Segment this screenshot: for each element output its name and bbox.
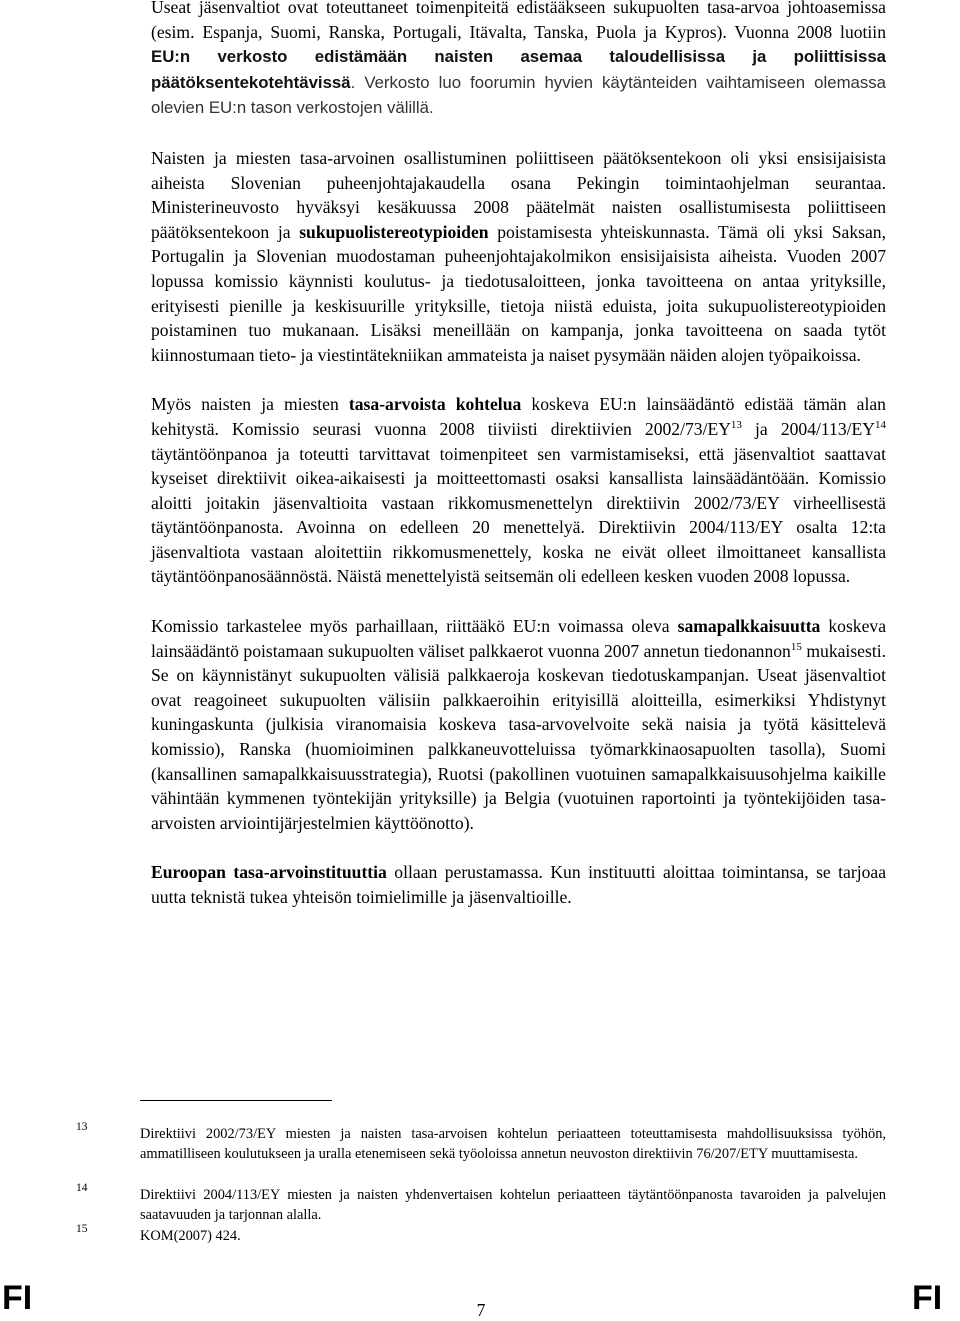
- highlight-term: tasa-arvoista kohtelua: [348, 394, 522, 415]
- footnote-text: Direktiivi 2004/113/EY miesten ja naisten yhdenvertaisen kohtelun periaatteen täytäntöönpanosta tavaroiden ja palvelujen saatavuuden ja tarjonnan alalla.: [140, 1187, 886, 1224]
- main-text: [151, 0, 886, 935]
- paragraph-text: Naisten ja miesten tasa-arvoinen osallistuminen poliittiseen päätöksentekoon oli yksi ensisijaisista aiheista Slovenian puheenjohtajakaudella osana Pekingin toimintaohjelman seurantaa. Ministerineuvosto hyväksyi kesäkuussa 2008 päätelmät naisten osallistumisesta poliittiseen päätöksentekoon ja: [151, 147, 886, 242]
- paragraph-text: mukaisesti. Se on käynnistänyt sukupuolten välisiä palkkaeroja koskevan tiedotuskampanjan. Useat jäsenvaltiot ovat reagoineet sukupuolten välisiin palkkaeroihin erityisillä aloitteilla, esimerkiksi Yhdistynyt kuningaskunta (julkisia viranomaisia koskeva tasa-arvovelvoite sekä naisia ja työtä käsittelevä komissio), Ranska (huomioiminen palkkaneuvotteluissa työmarkkinaosapuolten tasolla), Suomi (kansallinen samapalkkaisuusstrategia), Ruotsi (pakollinen vuotuinen samapalkkaisuusohjelma kaikille vähintään kymmenen työntekijän yrityksille) ja Belgia (vuotuinen raportointi ja työntekijöiden tasa-arvoisten arviointijärjestelmien käyttöönotto).: [151, 640, 886, 833]
- paragraph-text: koskeva lainsäädäntö poistamaan sukupuolten väliset palkkaerot vuonna 2007 annetun tiedonannon: [151, 616, 887, 661]
- footnote-ref: 14: [875, 418, 886, 431]
- footnote-number: 15: [76, 1223, 88, 1235]
- highlight-term: samapalkkaisuutta: [677, 616, 821, 637]
- footnote-ref: 15: [790, 640, 802, 653]
- paragraph-political-decision-making: [151, 146, 886, 367]
- page-number: 7: [476, 1300, 486, 1320]
- paragraph-gender-institute: [151, 860, 886, 909]
- language-code-left: FI: [2, 1279, 33, 1317]
- footnote-ref: 13: [730, 418, 742, 431]
- footnote-text: Direktiivi 2002/73/EY miesten ja naisten tasa-arvoisen kohtelun periaatteen toteuttamisesta mahdollisuuksissa työhön, ammatilliseen koulutukseen ja uralla etenemiseen sekä työoloissa annetun neuvoston direktiivin 76/207/ETY muuttamisesta.: [140, 1126, 886, 1163]
- paragraph-text: . Verkosto luo foorumin hyvien käytänteiden vaihtamiseen olemassa olevien EU:n tason verkostojen välillä.: [151, 72, 886, 118]
- paragraph-text: ja 2004/113/EY: [755, 418, 875, 439]
- highlight-term: sukupuolistereotypioiden: [299, 221, 489, 242]
- footnote-number: 14: [76, 1182, 88, 1194]
- language-code-right: FI: [912, 1279, 943, 1317]
- footnote-separator: [140, 1100, 332, 1101]
- paragraph-text: koskeva EU:n lainsäädäntö edistää tämän alan kehitystä. Komissio seurasi vuonna 2008 tiiviisti direktiivien 2002/73/EY: [151, 394, 886, 439]
- paragraph-text: täytäntöönpanoa ja toteutti tarvittavat toimenpiteet sen varmistamiseksi, että jäsenvaltiot saattavat kyseiset direktiivit oikea-aikaisesti ja moitteettomasti osaksi kansallista lainsäädäntöään. Komissio aloitti joitakin jäsenvaltioita vastaan rikkomusmenettelyn direktiivin 2002/73/EY virheellisestä täytäntöönpanosta. Avoinna on edelleen 20 menettelyä. Direktiivin 2004/113/EY osalta 12:ta jäsenvaltiota vastaan aloitettiin rikkomusmenettely, koska ne eivät olleet ilmoittaneet kansallista täytäntöönpanosäännöstä. Näistä menettelyistä seitsemän oli edelleen kesken vuoden 2008 lopussa.: [151, 443, 886, 587]
- paragraph-equal-treatment: [151, 392, 886, 589]
- paragraph-text: poistamisesta yhteiskunnasta. Tämä oli yksi Saksan, Portugalin ja Slovenian muodostaman puheenjohtajakolmikon ensisijaisista aiheista. Vuoden 2007 lopussa komissio käynnisti koulutus- ja tiedotusaloitteen, jonka tavoitteena on antaa yrityksille, erityisesti pienille ja keskisuurille yrityksille, tietoja niistä eduista, joita sukupuolistereotypioiden poistaminen tuo mukanaan. Lisäksi meneillään on kampanja, jonka tavoitteena on saada tytöt kiinnostumaan tieto- ja viestintätekniikan ammateista ja naiset pysymään näiden alojen työpaikoissa.: [151, 221, 886, 365]
- highlight-term: EU:n verkosto edistämään naisten asemaa taloudellisissa ja poliittisissa päätöksentekotehtävissä: [151, 47, 886, 92]
- footnote-text: KOM(2007) 424.: [140, 1228, 241, 1244]
- paragraph-text: Useat jäsenvaltiot ovat toteuttaneet toimenpiteitä edistääkseen sukupuolten tasa-arvoa johtoasemissa (esim. Espanja, Suomi, Ranska, Portugali, Itävalta, Tanska, Puola ja Kypros). Vuonna 2008 luotiin: [151, 0, 886, 42]
- paragraph-text: Komissio tarkastelee myös parhaillaan, riittääkö EU:n voimassa oleva: [151, 616, 670, 637]
- paragraph-women-leadership: [151, 0, 886, 121]
- footnote-number: 13: [76, 1121, 88, 1133]
- highlight-term: Euroopan tasa-arvoinstituuttia: [151, 862, 387, 883]
- paragraph-text: Myös naisten ja miesten: [151, 394, 339, 415]
- paragraph-text: ollaan perustamassa. Kun instituutti aloittaa toimintansa, se tarjoaa uutta teknistä tukea yhteisön toimielimille ja jäsenvaltioille.: [151, 862, 887, 907]
- paragraph-equal-pay: [151, 614, 886, 835]
